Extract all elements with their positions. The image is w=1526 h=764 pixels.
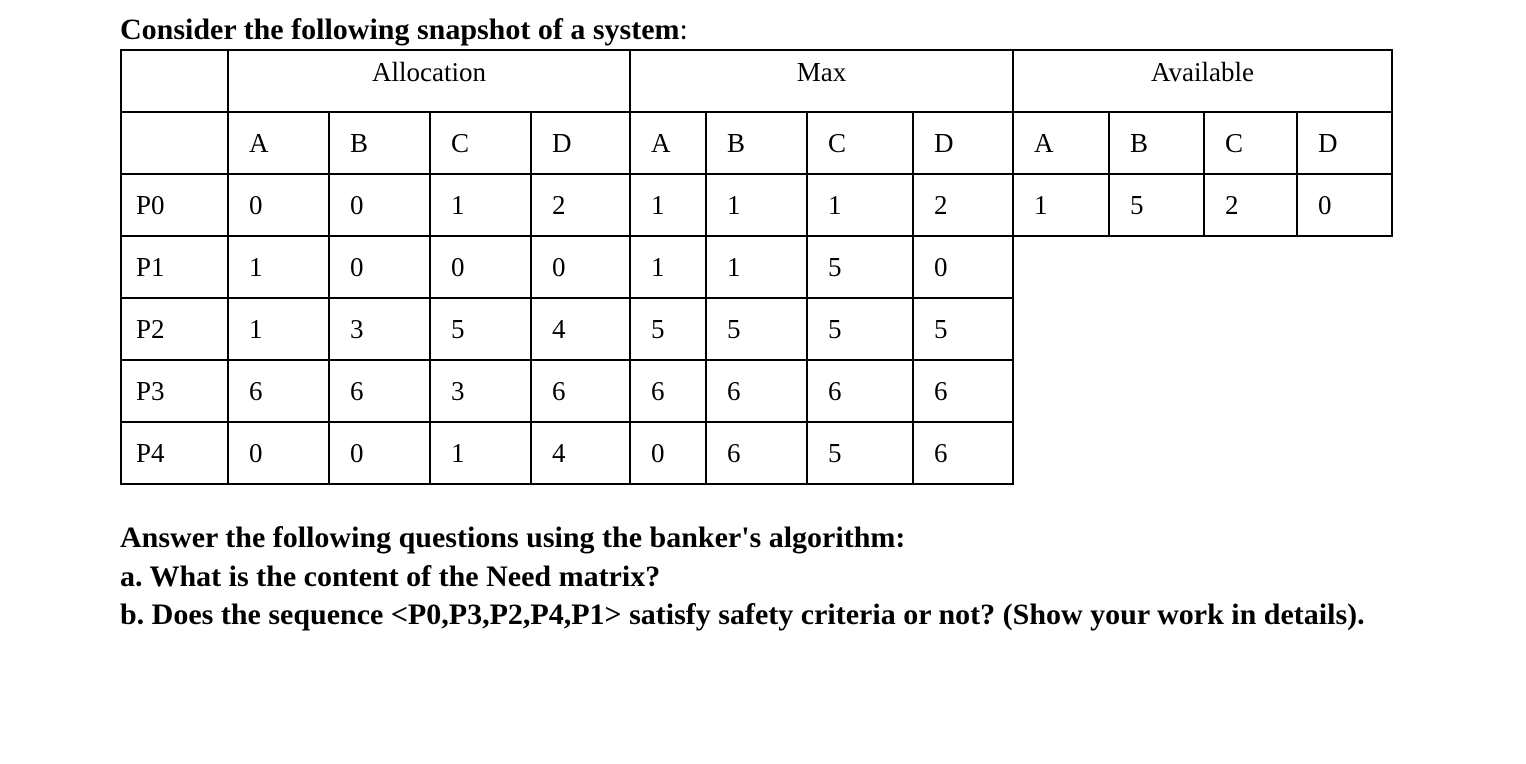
allocation-cell: 3 xyxy=(430,360,531,422)
process-row-p3 xyxy=(121,360,1392,422)
available-header: Available xyxy=(1013,50,1392,112)
group-header-row xyxy=(121,50,1392,112)
max-cell: 6 xyxy=(706,360,807,422)
intro-heading xyxy=(120,12,688,48)
resource-header: D xyxy=(1297,112,1392,174)
allocation-cell: 0 xyxy=(329,174,430,236)
allocation-cell: 0 xyxy=(228,422,329,484)
max-cell: 6 xyxy=(913,360,1013,422)
allocation-cell: 5 xyxy=(430,298,531,360)
process-label: P0 xyxy=(121,174,228,236)
max-cell: 5 xyxy=(706,298,807,360)
resource-header: A xyxy=(630,112,706,174)
allocation-cell: 6 xyxy=(531,360,630,422)
allocation-cell: 0 xyxy=(228,174,329,236)
resource-header: C xyxy=(430,112,531,174)
max-cell: 6 xyxy=(630,360,706,422)
empty-space xyxy=(1013,298,1392,360)
process-row-p0 xyxy=(121,174,1392,236)
allocation-cell: 1 xyxy=(228,298,329,360)
allocation-cell: 0 xyxy=(430,236,531,298)
resource-header-row xyxy=(121,112,1392,174)
max-cell: 2 xyxy=(913,174,1013,236)
max-cell: 1 xyxy=(630,236,706,298)
resource-header: C xyxy=(807,112,913,174)
max-cell: 5 xyxy=(807,236,913,298)
resource-header: B xyxy=(1109,112,1204,174)
process-label: P4 xyxy=(121,422,228,484)
allocation-cell: 2 xyxy=(531,174,630,236)
max-cell: 1 xyxy=(630,174,706,236)
resource-header: C xyxy=(1204,112,1297,174)
allocation-cell: 6 xyxy=(329,360,430,422)
process-label: P2 xyxy=(121,298,228,360)
allocation-cell: 4 xyxy=(531,422,630,484)
allocation-cell: 0 xyxy=(329,236,430,298)
max-cell: 5 xyxy=(807,422,913,484)
resource-header: D xyxy=(913,112,1013,174)
max-cell: 5 xyxy=(630,298,706,360)
resource-header: B xyxy=(706,112,807,174)
resource-header: A xyxy=(1013,112,1109,174)
questions-heading: Answer the following questions using the banker's algorithm: xyxy=(120,521,906,554)
empty-space xyxy=(1013,236,1392,298)
process-label: P3 xyxy=(121,360,228,422)
process-row-p1 xyxy=(121,236,1392,298)
allocation-cell: 3 xyxy=(329,298,430,360)
questions-block xyxy=(120,519,1410,635)
corner-cell xyxy=(121,50,228,112)
process-row-p4 xyxy=(121,422,1392,484)
question-a: a. What is the content of the Need matrix? xyxy=(120,559,661,593)
available-cell: 5 xyxy=(1109,174,1204,236)
max-cell: 1 xyxy=(807,174,913,236)
resource-header-blank xyxy=(121,112,228,174)
resource-header: D xyxy=(531,112,630,174)
resource-header: A xyxy=(228,112,329,174)
intro-colon: : xyxy=(679,13,688,46)
snapshot-table xyxy=(120,49,1393,485)
max-cell: 0 xyxy=(630,422,706,484)
process-label: P1 xyxy=(121,236,228,298)
question-b: b. Does the sequence <P0,P3,P2,P4,P1> satisfy safety criteria or not? (Show your work in details). xyxy=(120,598,1365,631)
max-cell: 1 xyxy=(706,174,807,236)
max-cell: 0 xyxy=(913,236,1013,298)
allocation-header: Allocation xyxy=(228,50,630,112)
allocation-cell: 6 xyxy=(228,360,329,422)
max-header: Max xyxy=(630,50,1013,112)
max-cell: 6 xyxy=(913,422,1013,484)
available-cell: 0 xyxy=(1297,174,1392,236)
max-cell: 1 xyxy=(706,236,807,298)
allocation-cell: 1 xyxy=(430,422,531,484)
allocation-cell: 0 xyxy=(531,236,630,298)
max-cell: 6 xyxy=(807,360,913,422)
allocation-cell: 1 xyxy=(430,174,531,236)
available-cell: 2 xyxy=(1204,174,1297,236)
intro-text: Consider the following snapshot of a system xyxy=(120,13,680,46)
max-cell: 6 xyxy=(706,422,807,484)
empty-space xyxy=(1013,360,1392,422)
empty-space xyxy=(1013,422,1392,484)
process-row-p2 xyxy=(121,298,1392,360)
resource-header: B xyxy=(329,112,430,174)
allocation-cell: 1 xyxy=(228,236,329,298)
allocation-cell: 4 xyxy=(531,298,630,360)
max-cell: 5 xyxy=(807,298,913,360)
available-cell: 1 xyxy=(1013,174,1109,236)
max-cell: 5 xyxy=(913,298,1013,360)
allocation-cell: 0 xyxy=(329,422,430,484)
